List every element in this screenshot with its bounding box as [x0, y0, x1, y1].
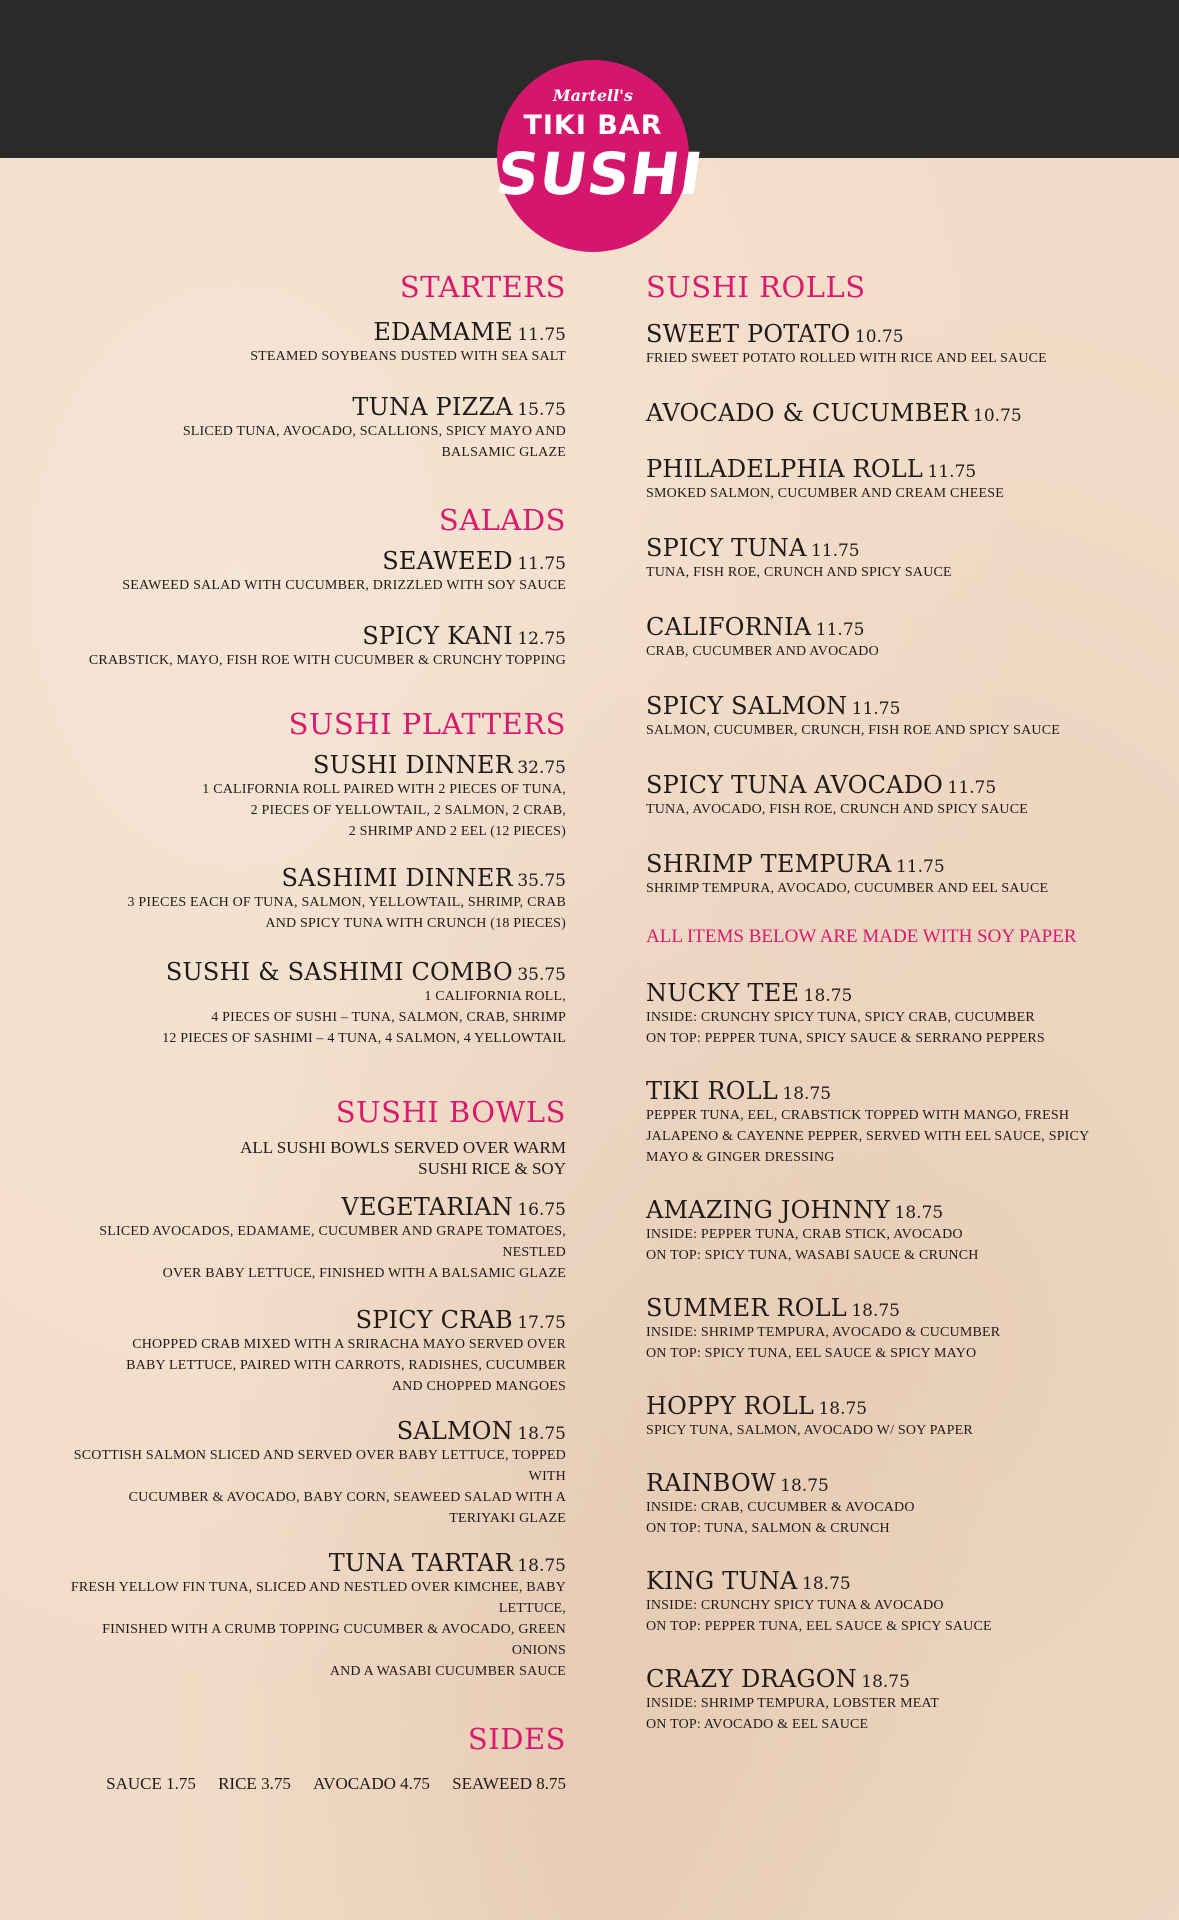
item-price: 18.75: [803, 986, 853, 1006]
section-title-bowls: SUSHI BOWLS: [335, 1095, 566, 1129]
item-desc: ON TOP: SPICY TUNA, EEL SAUCE & SPICY MAYO: [646, 1346, 977, 1361]
item-desc: FINISHED WITH A CRUMB TOPPING CUCUMBER & AVOCADO, GREEN ONIONS: [102, 1622, 566, 1658]
logo-line-3: SUSHI: [492, 140, 708, 208]
section-title-sides: SIDES: [467, 1722, 566, 1756]
item-price: 18.75: [517, 1424, 566, 1444]
item-price: 11.75: [947, 778, 997, 798]
menu-item: [646, 455, 1116, 504]
item-desc: SHRIMP TEMPURA, AVOCADO, CUCUMBER AND EEL SAUCE: [646, 881, 1049, 896]
item-desc: CHOPPED CRAB MIXED WITH A SRIRACHA MAYO SERVED OVER: [132, 1337, 566, 1352]
menu-item: [646, 771, 1116, 820]
item-price: 11.75: [517, 554, 566, 574]
item-price: 18.75: [782, 1084, 832, 1104]
item-name: SUSHI & SASHIMI COMBO: [165, 958, 513, 986]
bowls-note-line: SUSHI RICE & SOY: [418, 1159, 566, 1178]
side-item: RICE 3.75: [218, 1774, 291, 1793]
item-price: 18.75: [818, 1399, 868, 1419]
item-price: 11.75: [810, 541, 860, 561]
item-desc: 12 PIECES OF SASHIMI – 4 TUNA, 4 SALMON, 4 YELLOWTAIL: [162, 1031, 566, 1046]
item-desc: JALAPENO & CAYENNE PEPPER, SERVED WITH EEL SAUCE, SPICY: [646, 1129, 1090, 1144]
item-name: PHILADELPHIA ROLL: [646, 455, 924, 483]
menu-item: [60, 864, 566, 934]
item-desc: INSIDE: CRUNCHY SPICY TUNA, SPICY CRAB, CUCUMBER: [646, 1010, 1035, 1025]
item-desc: AND CHOPPED MANGOES: [391, 1379, 566, 1394]
side-item: AVOCADO 4.75: [313, 1774, 430, 1793]
restaurant-logo: [492, 60, 708, 252]
item-price: 11.75: [927, 462, 977, 482]
menu-item: [646, 1294, 1116, 1364]
item-name: CRAZY DRAGON: [646, 1665, 857, 1693]
item-desc: SMOKED SALMON, CUCUMBER AND CREAM CHEESE: [646, 486, 1005, 501]
item-desc: FRIED SWEET POTATO ROLLED WITH RICE AND EEL SAUCE: [646, 351, 1047, 366]
section-title-platters: SUSHI PLATTERS: [288, 707, 566, 741]
menu-item: [646, 613, 1116, 662]
item-desc: SCOTTISH SALMON SLICED AND SERVED OVER BABY LETTUCE, TOPPED WITH: [73, 1448, 566, 1484]
side-item: SAUCE 1.75: [106, 1774, 196, 1793]
item-name: SPICY TUNA: [646, 534, 807, 562]
menu-item: [646, 1567, 1116, 1637]
item-desc: ON TOP: PEPPER TUNA, SPICY SAUCE & SERRANO PEPPERS: [646, 1031, 1045, 1046]
menu-item: [60, 622, 566, 671]
side-item: SEAWEED 8.75: [452, 1774, 566, 1793]
item-name: SUMMER ROLL: [646, 1294, 847, 1322]
item-name: VEGETARIAN: [341, 1193, 513, 1221]
item-price: 16.75: [517, 1200, 566, 1220]
soy-paper-note: ALL ITEMS BELOW ARE MADE WITH SOY PAPER: [646, 926, 1077, 947]
item-price: 11.75: [815, 620, 865, 640]
menu-item: [60, 1417, 566, 1529]
logo-line-2: TIKI BAR: [523, 110, 663, 141]
item-price: 18.75: [851, 1301, 900, 1321]
sides-list: [60, 1774, 566, 1794]
item-name: AMAZING JOHNNY: [646, 1196, 891, 1224]
item-desc: INSIDE: CRUNCHY SPICY TUNA & AVOCADO: [646, 1598, 944, 1613]
left-menu-column: [60, 270, 566, 1794]
menu-item: [646, 979, 1116, 1049]
item-price: 11.75: [517, 325, 566, 345]
item-desc: 3 PIECES EACH OF TUNA, SALMON, YELLOWTAIL, SHRIMP, CRAB: [127, 895, 566, 910]
menu-item: [646, 534, 1116, 583]
item-desc: PEPPER TUNA, EEL, CRABSTICK TOPPED WITH MANGO, FRESH: [646, 1108, 1070, 1123]
item-desc: 2 SHRIMP AND 2 EEL (12 PIECES): [348, 824, 566, 839]
item-desc: ON TOP: PEPPER TUNA, EEL SAUCE & SPICY SAUCE: [646, 1619, 992, 1634]
item-desc: TUNA, AVOCADO, FISH ROE, CRUNCH AND SPICY SAUCE: [646, 802, 1029, 817]
item-desc: CUCUMBER & AVOCADO, BABY CORN, SEAWEED SALAD WITH A TERIYAKI GLAZE: [128, 1490, 566, 1526]
item-name: SPICY CRAB: [355, 1306, 513, 1334]
item-desc: INSIDE: SHRIMP TEMPURA, LOBSTER MEAT: [646, 1696, 940, 1711]
menu-item: [646, 399, 1116, 427]
item-name: SASHIMI DINNER: [281, 864, 513, 892]
item-name: HOPPY ROLL: [646, 1392, 814, 1420]
item-desc: STEAMED SOYBEANS DUSTED WITH SEA SALT: [250, 349, 566, 364]
item-name: NUCKY TEE: [646, 979, 800, 1007]
item-desc: ON TOP: SPICY TUNA, WASABI SAUCE & CRUNCH: [646, 1248, 979, 1263]
item-price: 18.75: [780, 1476, 829, 1496]
item-desc: SLICED TUNA, AVOCADO, SCALLIONS, SPICY MAYO AND: [182, 424, 566, 439]
item-desc: 4 PIECES OF SUSHI – TUNA, SALMON, CRAB, SHRIMP: [211, 1010, 566, 1025]
menu-item: [646, 1665, 1116, 1735]
item-desc: TUNA, FISH ROE, CRUNCH AND SPICY SAUCE: [646, 565, 952, 580]
item-price: 18.75: [894, 1203, 944, 1223]
item-name: SPICY TUNA AVOCADO: [646, 771, 944, 799]
item-desc: AND A WASABI CUCUMBER SAUCE: [329, 1664, 566, 1679]
item-desc: SEAWEED SALAD WITH CUCUMBER, DRIZZLED WITH SOY SAUCE: [122, 578, 566, 593]
item-desc: BABY LETTUCE, PAIRED WITH CARROTS, RADISHES, CUCUMBER: [126, 1358, 566, 1373]
item-name: SPICY SALMON: [646, 692, 848, 720]
item-name: KING TUNA: [646, 1567, 798, 1595]
menu-item: [646, 1077, 1116, 1168]
menu-item: [60, 1306, 566, 1397]
item-price: 12.75: [517, 629, 566, 649]
item-price: 18.75: [517, 1556, 566, 1576]
item-desc: CRAB, CUCUMBER AND AVOCADO: [646, 644, 879, 659]
item-desc: SLICED AVOCADOS, EDAMAME, CUCUMBER AND GRAPE TOMATOES, NESTLED: [99, 1224, 566, 1260]
item-price: 17.75: [517, 1313, 566, 1333]
item-price: 11.75: [895, 857, 945, 877]
item-desc: BALSAMIC GLAZE: [441, 445, 566, 460]
item-name: SEAWEED: [382, 547, 513, 575]
item-price: 35.75: [517, 965, 566, 985]
bowls-note: [60, 1137, 566, 1179]
menu-item: [60, 1549, 566, 1682]
item-desc: 2 PIECES OF YELLOWTAIL, 2 SALMON, 2 CRAB,: [250, 803, 566, 818]
item-desc: ON TOP: TUNA, SALMON & CRUNCH: [646, 1521, 890, 1536]
item-desc: 1 CALIFORNIA ROLL PAIRED WITH 2 PIECES OF TUNA,: [202, 782, 566, 797]
item-name: SPICY KANI: [362, 622, 513, 650]
item-name: SWEET POTATO: [646, 320, 851, 348]
menu-item: [646, 1469, 1116, 1539]
item-name: SHRIMP TEMPURA: [646, 850, 892, 878]
section-title-rolls: SUSHI ROLLS: [646, 270, 866, 304]
menu-item: [60, 1193, 566, 1284]
item-price: 10.75: [973, 406, 1022, 426]
item-price: 32.75: [517, 758, 566, 778]
menu-item: [60, 958, 566, 1049]
right-menu-column: [646, 270, 1116, 1735]
item-price: 10.75: [854, 327, 904, 347]
menu-item: [60, 318, 566, 367]
item-desc: SALMON, CUCUMBER, CRUNCH, FISH ROE AND SPICY SAUCE: [646, 723, 1060, 738]
item-desc: 1 CALIFORNIA ROLL,: [424, 989, 566, 1004]
menu-item: [646, 320, 1116, 369]
item-name: SUSHI DINNER: [313, 751, 513, 779]
item-price: 35.75: [517, 871, 566, 891]
section-title-salads: SALADS: [438, 503, 566, 537]
item-desc: AND SPICY TUNA WITH CRUNCH (18 PIECES): [265, 916, 566, 931]
menu-item: [646, 850, 1116, 899]
item-name: TUNA TARTAR: [328, 1549, 513, 1577]
item-desc: ON TOP: AVOCADO & EEL SAUCE: [646, 1717, 869, 1732]
item-desc: OVER BABY LETTUCE, FINISHED WITH A BALSAMIC GLAZE: [162, 1266, 566, 1281]
menu-item: [60, 547, 566, 596]
item-desc: FRESH YELLOW FIN TUNA, SLICED AND NESTLED OVER KIMCHEE, BABY LETTUCE,: [70, 1580, 566, 1616]
item-price: 18.75: [861, 1672, 910, 1692]
item-name: TUNA PIZZA: [352, 393, 513, 421]
item-desc: SPICY TUNA, SALMON, AVOCADO W/ SOY PAPER: [646, 1423, 973, 1438]
item-name: RAINBOW: [646, 1469, 776, 1497]
item-price: 15.75: [517, 400, 566, 420]
item-price: 11.75: [851, 699, 901, 719]
item-name: SALMON: [396, 1417, 513, 1445]
menu-item: [646, 692, 1116, 741]
item-name: EDAMAME: [373, 318, 513, 346]
item-price: 18.75: [802, 1574, 851, 1594]
menu-item: [646, 1196, 1116, 1266]
item-name: TIKI ROLL: [646, 1077, 778, 1105]
menu-item: [60, 393, 566, 463]
item-name: AVOCADO & CUCUMBER: [646, 399, 969, 427]
logo-line-1: Martell's: [552, 86, 634, 105]
item-desc: MAYO & GINGER DRESSING: [646, 1150, 835, 1165]
item-desc: INSIDE: CRAB, CUCUMBER & AVOCADO: [646, 1500, 915, 1515]
bowls-note-line: ALL SUSHI BOWLS SERVED OVER WARM: [240, 1138, 566, 1157]
item-desc: INSIDE: SHRIMP TEMPURA, AVOCADO & CUCUMBER: [646, 1325, 1001, 1340]
item-name: CALIFORNIA: [646, 613, 812, 641]
item-desc: INSIDE: PEPPER TUNA, CRAB STICK, AVOCADO: [646, 1227, 963, 1242]
menu-item: [60, 751, 566, 842]
menu-item: [646, 1392, 1116, 1441]
item-desc: CRABSTICK, MAYO, FISH ROE WITH CUCUMBER & CRUNCHY TOPPING: [88, 653, 566, 668]
section-title-starters: STARTERS: [399, 270, 566, 304]
